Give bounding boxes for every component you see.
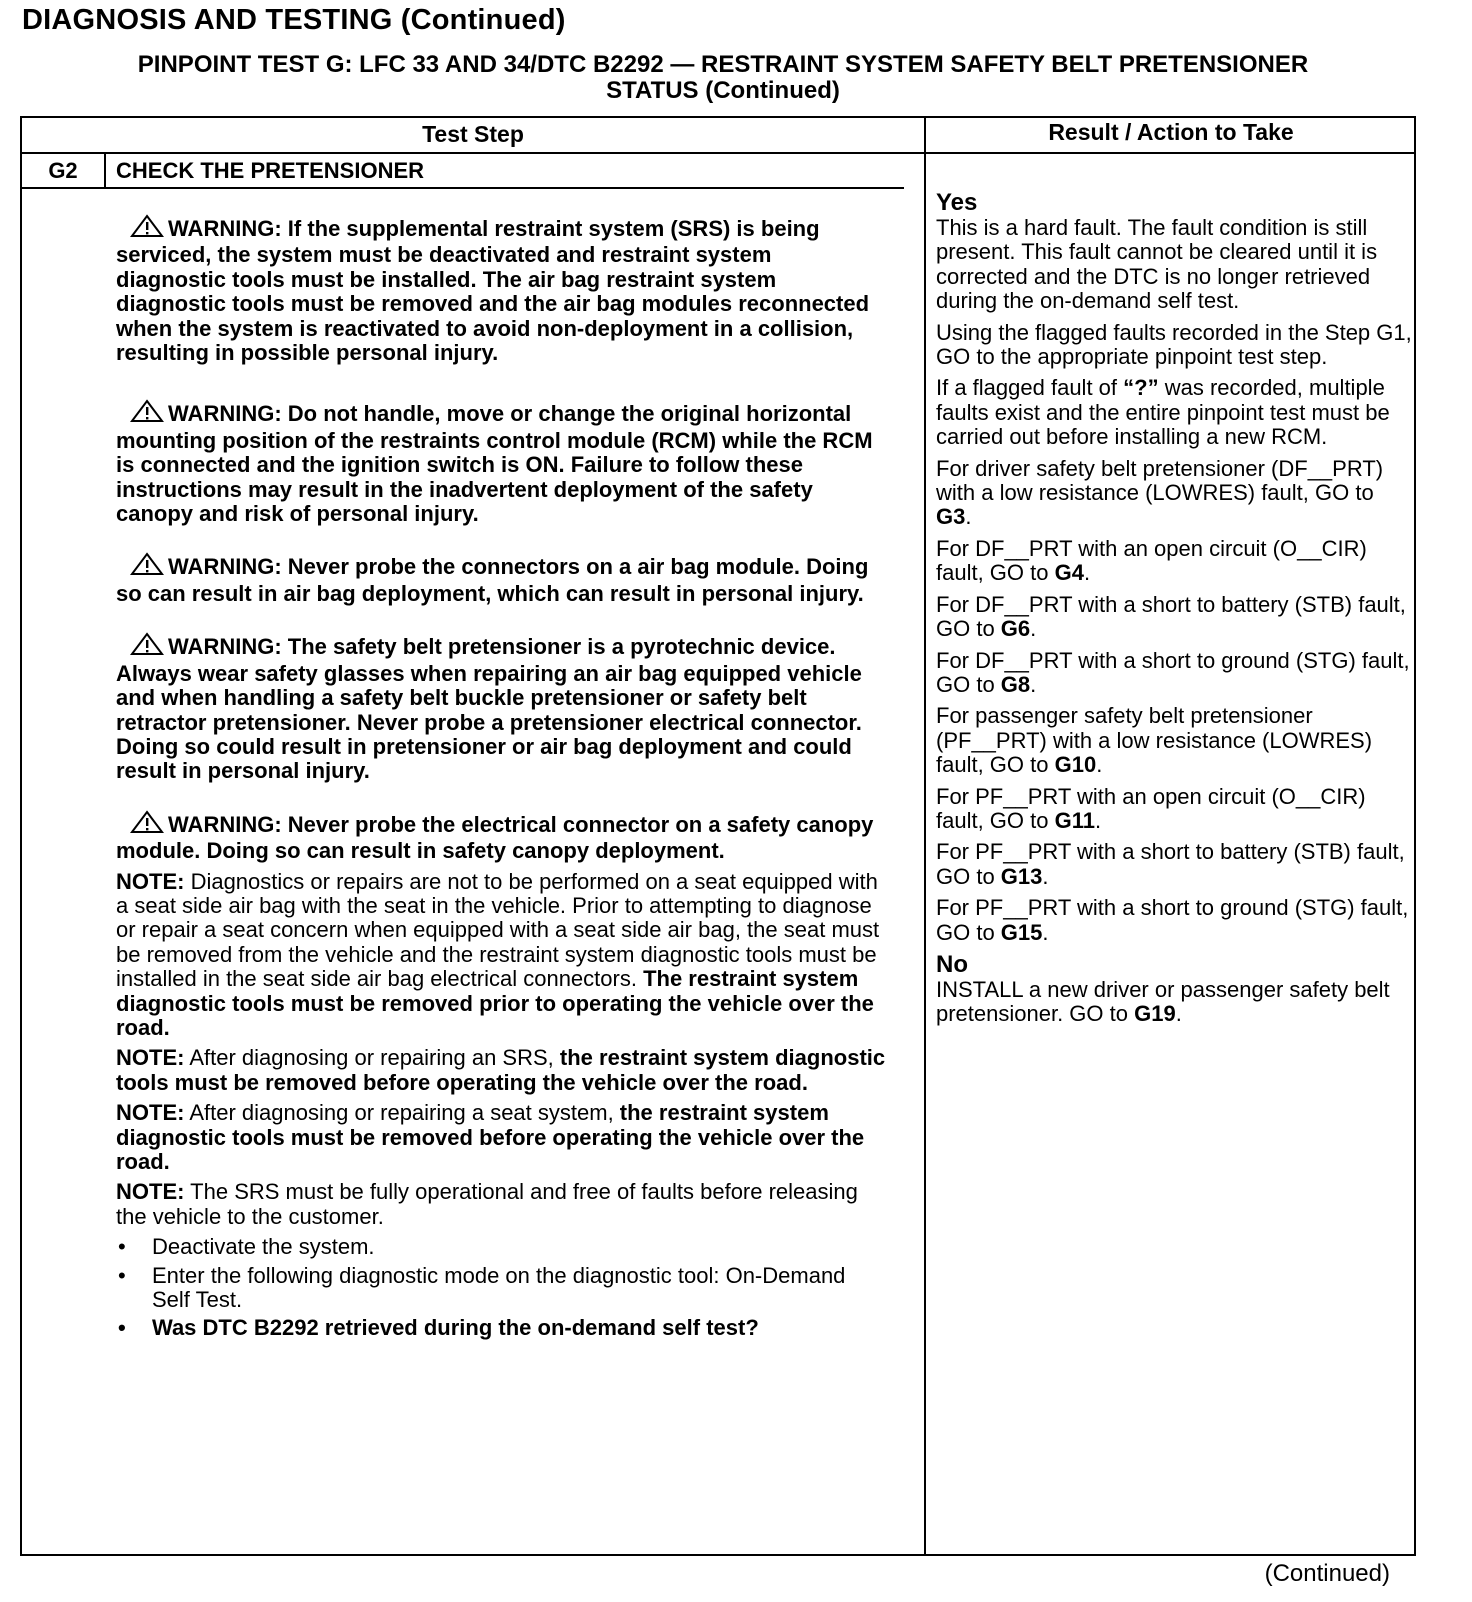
goto-step-link[interactable]: G19: [1134, 1001, 1176, 1027]
goto-step-link[interactable]: G10: [1054, 752, 1097, 778]
warning-rcm-position: [116, 399, 886, 526]
warning-triangle-icon: [130, 552, 164, 581]
result-text: For PF__PRT with an open circuit (O__CIR) fault, GO to: [936, 783, 1366, 833]
note-seat-side-air-bag: [116, 870, 886, 1041]
warning-triangle-icon: [130, 399, 164, 428]
test-title-line-2: STATUS (Continued): [606, 77, 840, 104]
period: .: [1030, 616, 1037, 642]
result-no-action: [936, 978, 1412, 1027]
step-title: CHECK THE PRETENSIONER: [116, 158, 425, 183]
result-text: INSTALL a new driver or passenger safety belt pretensioner. GO to: [936, 976, 1390, 1027]
note-label: NOTE:: [116, 1179, 185, 1205]
page-title: DIAGNOSIS AND TESTING (Continued): [22, 4, 566, 36]
warning-air-bag-connectors: [116, 552, 886, 606]
note-srs-operational: [116, 1180, 886, 1229]
warning-triangle-icon: [130, 214, 164, 243]
header-divider: [22, 152, 1414, 154]
note-label: NOTE:: [116, 1100, 185, 1126]
test-step-content: [116, 214, 886, 1345]
result-action-df-open: [936, 537, 1412, 586]
result-action-pf-stb: [936, 840, 1412, 889]
period: .: [1030, 671, 1037, 697]
result-action-pf-open: [936, 785, 1412, 834]
note-emphasis: the restraint system diagnostic tools must be removed before operating the vehicle over the road.: [116, 1100, 865, 1174]
result-action-pf-stg: [936, 896, 1412, 945]
period: .: [1096, 752, 1103, 778]
test-step-column-header: Test Step: [422, 121, 524, 147]
note-after-seat: [116, 1101, 886, 1174]
goto-step-link[interactable]: G11: [1054, 807, 1095, 833]
result-fault-symbol: “?”: [1123, 375, 1159, 401]
warning-triangle-icon: [130, 810, 164, 839]
result-content: [936, 188, 1412, 1034]
warning-text: WARNING: Do not handle, move or change the original horizontal mounting position of the restraints control module (RCM) while the RCM is connected and the ignition switch is ON. Failure to follow these instructions may result in the inadvertent deployment of the safety canopy and risk of personal injury.: [116, 401, 873, 527]
test-title-line-1: PINPOINT TEST G: LFC 33 AND 34/DTC B2292 — RESTRAINT SYSTEM SAFETY BELT PRETENSIONER: [137, 51, 1309, 78]
pinpoint-test-title: [28, 52, 1418, 104]
note-text: After diagnosing or repairing an SRS,: [184, 1045, 560, 1071]
result-yes-flagged-faults: Using the flagged faults recorded in the Step G1, GO to the appropriate pinpoint test step.: [936, 319, 1412, 370]
note-emphasis: The restraint system diagnostic tools must be removed prior to operating the vehicle over the road.: [116, 966, 874, 1040]
note-label: NOTE:: [116, 1045, 185, 1071]
goto-step-link[interactable]: G3: [936, 504, 966, 530]
goto-step-link[interactable]: G6: [1000, 616, 1031, 642]
result-text: For DF__PRT with a short to battery (STB) fault, GO to: [936, 591, 1406, 642]
result-text: For DF__PRT with an open circuit (O__CIR) fault, GO to: [936, 535, 1367, 586]
procedure-steps: [116, 1235, 886, 1341]
step-id: G2: [48, 158, 78, 183]
result-text: For passenger safety belt pretensioner (PF__PRT) with a low resistance (LOWRES) fault, GO to: [936, 703, 1373, 778]
warning-pretensioner-pyrotechnic: [116, 632, 886, 783]
warning-text: WARNING: Never probe the electrical connector on a safety canopy module. Doing so can result in safety canopy deployment.: [116, 811, 874, 864]
warning-text: WARNING: If the supplemental restraint system (SRS) is being serviced, the system must be deactivated and restraint system diagnostic tools must be installed. The air bag restraint system diagnostic tools must be removed and the air bag modules reconnected when the system is reactivated to avoid non-deployment in a collision, resulting in possible personal injury.: [116, 216, 870, 366]
procedure-step: • Deactivate the system.: [116, 1235, 886, 1259]
step-row-divider: [22, 187, 904, 189]
result-action-df-lowres: [936, 457, 1412, 530]
goto-step-link[interactable]: G15: [1000, 919, 1043, 945]
goto-step-link[interactable]: G4: [1054, 560, 1084, 586]
period: .: [1042, 863, 1049, 889]
continued-footer: (Continued): [1264, 1560, 1390, 1587]
result-text: For DF__PRT with a short to ground (STG) fault, GO to: [936, 647, 1410, 697]
pinpoint-test-table: [20, 116, 1416, 1556]
result-text: If a flagged fault of: [936, 375, 1124, 401]
result-action-df-stb: [936, 593, 1412, 642]
result-action-pf-lowres: [936, 704, 1412, 777]
warning-text: WARNING: Never probe the connectors on a air bag module. Doing so can result in air bag deployment, which can result in personal injury.: [116, 554, 869, 606]
note-text: Diagnostics or repairs are not to be performed on a seat equipped with a seat side air bag with the seat in the vehicle. Prior to attempting to diagnose or repair a seat concern when equipped with a seat side air bag, the seat must be removed from the vehicle and the restraint system diagnostic tools must be installed in the seat side air bag electrical connectors.: [116, 868, 880, 992]
warning-text: WARNING: The safety belt pretensioner is a pyrotechnic device. Always wear safety glasses when repairing an air bag equipped vehicle and when handling a safety belt buckle pretensioner or safety belt retractor pretensioner. Never probe a pretensioner electrical connector. Doing so could result in pretensioner or air bag deployment and could result in personal injury.: [116, 634, 862, 784]
procedure-step: • Enter the following diagnostic mode on the diagnostic tool: On-Demand Self Test.: [116, 1264, 886, 1313]
note-text: The SRS must be fully operational and free of faults before releasing the vehicle to the customer.: [116, 1179, 858, 1229]
warning-triangle-icon: [130, 632, 164, 661]
result-text: For driver safety belt pretensioner (DF__PRT) with a low resistance (LOWRES) fault, GO to: [936, 455, 1384, 506]
period: .: [965, 504, 972, 530]
note-label: NOTE:: [116, 868, 185, 894]
result-text: For PF__PRT with a short to battery (STB) fault, GO to: [936, 839, 1405, 889]
step-id-divider: [104, 154, 106, 188]
warning-safety-canopy: [116, 810, 886, 864]
period: .: [1094, 807, 1102, 833]
period: .: [1083, 560, 1091, 586]
result-text: was recorded, multiple faults exist and the entire pinpoint test must be carried out before installing a new RCM.: [936, 375, 1390, 450]
period: .: [1175, 1001, 1182, 1027]
result-text: For PF__PRT with a short to ground (STG) fault, GO to: [936, 895, 1409, 945]
result-action-df-stg: [936, 649, 1412, 698]
note-text: After diagnosing or repairing a seat system,: [184, 1100, 620, 1126]
result-yes-multiple-faults: [936, 376, 1412, 449]
goto-step-link[interactable]: G13: [1000, 863, 1043, 889]
warning-srs-service: [116, 214, 886, 365]
period: .: [1042, 919, 1049, 945]
result-no-label: No: [936, 950, 968, 978]
result-yes-hard-fault: This is a hard fault. The fault condition is still present. This fault cannot be cleared until it is corrected and the DTC is no longer retrieved during the on-demand self test.: [936, 215, 1378, 314]
procedure-question: • Was DTC B2292 retrieved during the on-demand self test?: [116, 1316, 886, 1340]
result-column-header: Result / Action to Take: [1048, 119, 1294, 145]
result-yes-label: Yes: [936, 189, 978, 216]
goto-step-link[interactable]: G8: [1000, 671, 1031, 697]
note-emphasis: the restraint system diagnostic tools must be removed before operating the vehicle over the road.: [116, 1045, 886, 1095]
note-after-srs: [116, 1046, 886, 1095]
column-divider: [924, 118, 926, 1554]
